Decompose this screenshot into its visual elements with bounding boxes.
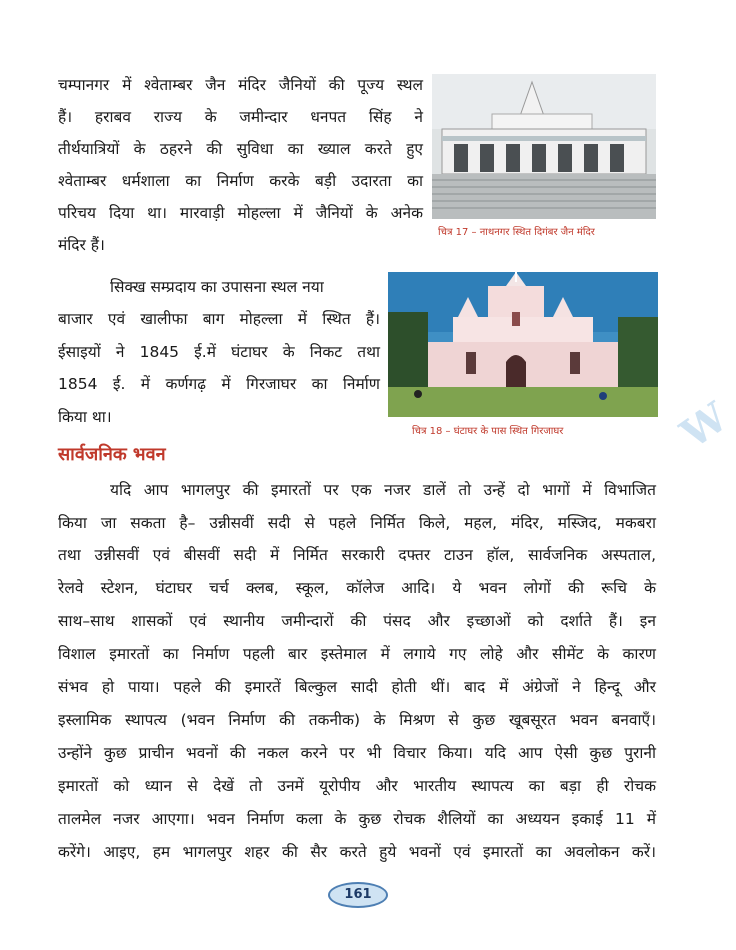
paragraph-line: ईसाइयों ने 1845 ई.में घंटाघर के निकट तथा xyxy=(58,343,380,361)
page-number: 161 xyxy=(328,882,388,908)
paragraph-line: यदि आप भागलपुर की इमारतों पर एक नजर डालें तो उन्हें दो भागों में विभाजित xyxy=(110,481,656,499)
paragraph-line: किया था। xyxy=(58,408,112,426)
paragraph-line: रेलवे स्टेशन, घंटाघर चर्च क्लब, स्कूल, कॉलेज आदि। ये भवन लोगों की रूचि के xyxy=(58,579,656,597)
paragraph-line: विशाल इमारतों का निर्माण पहली बार इस्तेमाल में लगाये गए लोहे और सीमेंट के कारण xyxy=(58,645,656,663)
watermark: W xyxy=(672,393,736,458)
paragraph-line: करेंगे। आइए, हम भागलपुर शहर की सैर करते हुये भवनों एवं इमारतों का अवलोकन करें। xyxy=(58,843,656,861)
paragraph-line: उन्होंने कुछ प्राचीन भवनों की नकल करने पर भी विचार किया। यदि आप ऐसी कुछ पुरानी xyxy=(58,744,656,762)
section-heading: सार्वजनिक भवन xyxy=(58,444,166,465)
paragraph-line: बाजार एवं खालीफा बाग मोहल्ला में स्थित हैं। xyxy=(58,310,380,328)
paragraph-line: 1854 ई. में कर्णगढ़ में गिरजाघर का निर्माण xyxy=(58,375,380,393)
figure-caption: चित्र 18 – घंटाघर के पास स्थित गिरजाघर xyxy=(412,426,564,437)
jain-temple-photo xyxy=(432,74,656,219)
paragraph-line: चम्पानगर में श्वेताम्बर जैन मंदिर जैनियों की पूज्य स्थल xyxy=(58,76,423,94)
paragraph-line: इमारतों को ध्यान से देखें तो उनमें यूरोपीय और भारतीय स्थापत्य का बड़ा ही रोचक xyxy=(58,777,656,795)
paragraph-line: हैं। हराबव राज्य के जमीन्दार धनपत सिंह ने xyxy=(58,108,423,126)
paragraph-line: श्वेताम्बर धर्मशाला का निर्माण करके बड़ी उदारता का xyxy=(58,172,423,190)
paragraph-line: साथ–साथ शासकों एवं स्थानीय जमीन्दारों की पंसद और इच्छाओं को दर्शाते हैं। इन xyxy=(58,612,656,630)
church-photo xyxy=(388,272,658,417)
paragraph-line: इस्लामिक स्थापत्य (भवन निर्माण की तकनीक) के मिश्रण से कुछ खूबसूरत भवन बनवाएँ। xyxy=(58,711,656,729)
paragraph-line: सिक्ख सम्प्रदाय का उपासना स्थल नया xyxy=(110,278,324,296)
paragraph-line: तथा उन्नीसवीं एवं बीसवीं सदी में निर्मित सरकारी दफ्तर टाउन हॉल, सार्वजनिक अस्पताल, xyxy=(58,546,656,564)
figure-caption: चित्र 17 – नाथनगर स्थित दिगंबर जैन मंदिर xyxy=(438,227,595,238)
paragraph-line: तालमेल नजर आएगा। भवन निर्माण कला के कुछ रोचक शैलियों का अध्ययन इकाई 11 में xyxy=(58,810,656,828)
paragraph-line: किया जा सकता है– उन्नीसवीं सदी से पहले निर्मित किले, महल, मंदिर, मस्जिद, मकबरा xyxy=(58,514,656,532)
paragraph-line: संभव हो पाया। पहले की इमारतें बिल्कुल सादी होती थीं। बाद में अंग्रेजों ने हिन्दू और xyxy=(58,678,656,696)
paragraph-line: मंदिर हैं। xyxy=(58,236,105,254)
paragraph-line: परिचय दिया था। मारवाड़ी मोहल्ला में जैनियों के अनेक xyxy=(58,204,423,222)
paragraph-line: तीर्थयात्रियों के ठहरने की सुविधा का ख्याल करते हुए xyxy=(58,140,423,158)
